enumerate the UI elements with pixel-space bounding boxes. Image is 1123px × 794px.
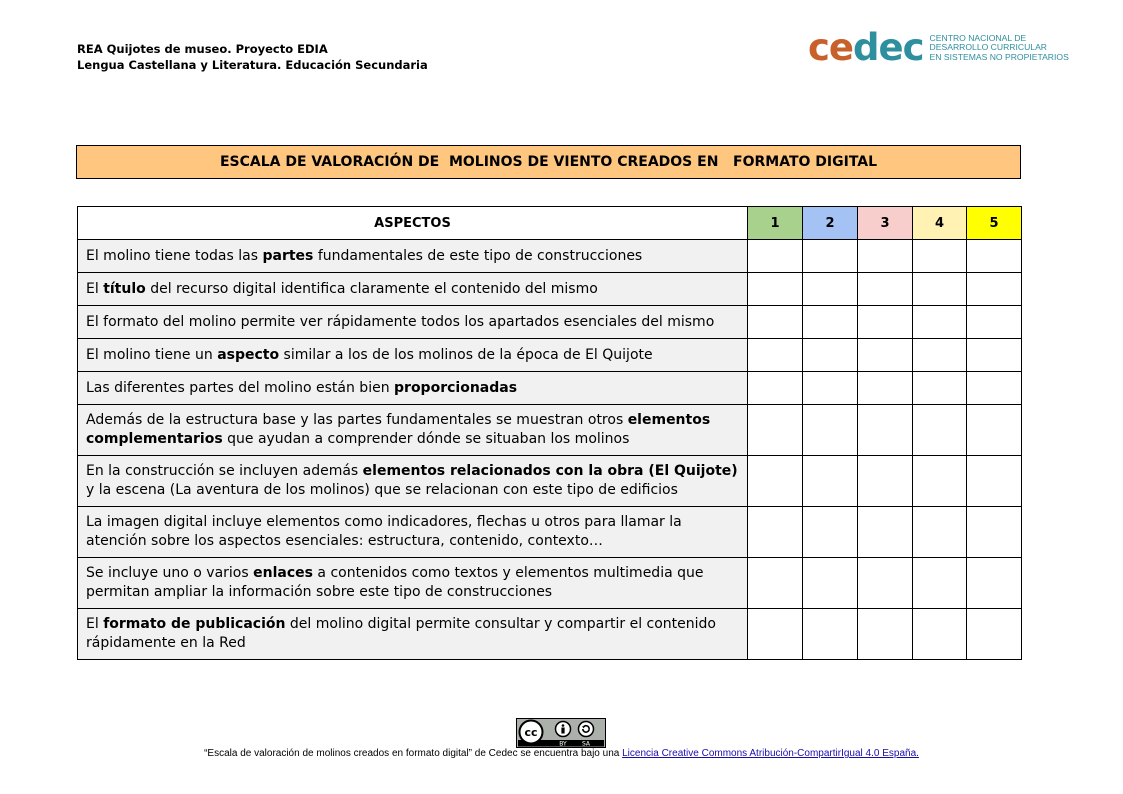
score-cell-3[interactable] <box>858 558 913 609</box>
score-header-3: 3 <box>858 207 913 240</box>
table-row <box>78 273 1022 306</box>
aspect-keyword: aspecto <box>217 346 280 363</box>
aspect-text: Las diferentes partes del molino están bien <box>86 379 395 396</box>
score-cell-3[interactable] <box>858 609 913 660</box>
score-cell-5[interactable] <box>967 609 1022 660</box>
score-cell-5[interactable] <box>967 507 1022 558</box>
cc-mark-text: cc <box>524 726 538 739</box>
score-cell-5[interactable] <box>967 372 1022 405</box>
table-body <box>78 240 1022 660</box>
score-cell-2[interactable] <box>803 240 858 273</box>
score-cell-4[interactable] <box>913 456 967 507</box>
table-row <box>78 456 1022 507</box>
aspect-cell <box>78 558 748 609</box>
score-header-4: 4 <box>913 207 967 240</box>
table-row <box>78 306 1022 339</box>
license-link[interactable]: Licencia Creative Commons Atribución-CompartirIgual 4.0 España. <box>622 748 919 759</box>
score-cell-3[interactable] <box>858 306 913 339</box>
score-cell-3[interactable] <box>858 507 913 558</box>
rating-scale-table <box>77 206 1022 660</box>
score-cell-2[interactable] <box>803 405 858 456</box>
score-cell-2[interactable] <box>803 507 858 558</box>
logo-wordmark <box>808 28 924 68</box>
creative-commons-by-sa-badge <box>516 718 606 748</box>
aspect-cell <box>78 240 748 273</box>
aspect-cell <box>78 609 748 660</box>
aspect-text: La imagen digital incluye elementos como indicadores, flechas u otros para llamar la atención sobre los aspectos esenciales: estructura, contenido, contexto… <box>86 514 682 549</box>
header-line-project: REA Quijotes de museo. Proyecto EDIA <box>77 42 328 56</box>
score-cell-5[interactable] <box>967 273 1022 306</box>
score-cell-1[interactable] <box>748 405 803 456</box>
aspect-text: El molino tiene un <box>86 346 218 363</box>
score-cell-4[interactable] <box>913 372 967 405</box>
table-row <box>78 339 1022 372</box>
score-cell-2[interactable] <box>803 558 858 609</box>
score-cell-4[interactable] <box>913 273 967 306</box>
aspect-keyword: título <box>103 280 146 297</box>
aspect-text: a contenidos como textos y elementos multimedia que permitan ampliar la información sobre este tipo de construcciones <box>86 565 704 600</box>
aspect-text: El formato del molino permite ver rápidamente todos los apartados esenciales del mismo <box>86 313 715 330</box>
score-cell-2[interactable] <box>803 339 858 372</box>
score-cell-2[interactable] <box>803 609 858 660</box>
aspect-keyword: partes <box>262 247 314 264</box>
document-header <box>77 41 428 73</box>
header-line-subject: Lengua Castellana y Literatura. Educación Secundaria <box>77 58 428 72</box>
sa-label: SA <box>581 740 591 748</box>
score-cell-1[interactable] <box>748 240 803 273</box>
logo-wordmark-part2: dec <box>853 26 924 69</box>
aspect-text: del molino digital permite consultar y compartir el contenido rápidamente en la Red <box>86 616 716 651</box>
aspect-cell <box>78 507 748 558</box>
score-cell-2[interactable] <box>803 306 858 339</box>
logo-subtitle-line1: CENTRO NACIONAL DE <box>929 32 1027 43</box>
aspect-text: Se incluye uno o varios <box>86 565 254 581</box>
score-cell-4[interactable] <box>913 507 967 558</box>
by-label: BY <box>559 740 567 748</box>
score-cell-1[interactable] <box>748 507 803 558</box>
score-header-2: 2 <box>803 207 858 240</box>
score-header-5: 5 <box>967 207 1022 240</box>
score-cell-5[interactable] <box>967 339 1022 372</box>
score-cell-5[interactable] <box>967 306 1022 339</box>
aspect-keyword: enlaces <box>253 565 313 581</box>
score-cell-5[interactable] <box>967 558 1022 609</box>
logo-subtitle-line2: DESARROLLO CURRICULAR <box>929 42 1048 53</box>
aspect-text: El <box>86 280 104 297</box>
score-cell-4[interactable] <box>913 240 967 273</box>
aspect-text: En la construcción se incluyen además <box>86 463 363 479</box>
score-cell-4[interactable] <box>913 306 967 339</box>
score-cell-2[interactable] <box>803 456 858 507</box>
score-cell-3[interactable] <box>858 273 913 306</box>
score-cell-1[interactable] <box>748 456 803 507</box>
score-header-1: 1 <box>748 207 803 240</box>
cedec-logo <box>808 28 1069 68</box>
table-row <box>78 609 1022 660</box>
score-cell-3[interactable] <box>858 456 913 507</box>
aspect-text: El molino tiene todas las <box>86 247 263 264</box>
aspect-text: Además de la estructura base y las partes fundamentales se muestran otros <box>86 412 628 428</box>
aspect-text: del recurso digital identifica claramente el contenido del mismo <box>145 280 598 297</box>
aspect-text: que ayudan a comprender dónde se situaban los molinos <box>222 431 630 447</box>
score-cell-5[interactable] <box>967 240 1022 273</box>
score-cell-3[interactable] <box>858 339 913 372</box>
score-cell-4[interactable] <box>913 339 967 372</box>
aspect-cell <box>78 273 748 306</box>
aspect-text: El <box>86 616 104 632</box>
aspect-text: fundamentales de este tipo de construcciones <box>313 247 643 264</box>
table-row <box>78 507 1022 558</box>
score-cell-1[interactable] <box>748 273 803 306</box>
score-cell-5[interactable] <box>967 456 1022 507</box>
table-header-row <box>78 207 1022 240</box>
score-cell-5[interactable] <box>967 405 1022 456</box>
score-cell-3[interactable] <box>858 372 913 405</box>
aspect-keyword: elementos complementarios <box>86 412 711 447</box>
license-attribution-text: “Escala de valoración de molinos creados en formato digital” de Cedec se encuentra bajo una <box>204 748 623 759</box>
aspect-text: y la escena (La aventura de los molinos) que se relacionan con este tipo de edificios <box>86 482 678 498</box>
score-cell-4[interactable] <box>913 609 967 660</box>
aspect-text: similar a los de los molinos de la época de El Quijote <box>279 346 653 363</box>
score-cell-2[interactable] <box>803 273 858 306</box>
aspect-keyword: proporcionadas <box>394 379 518 396</box>
score-cell-4[interactable] <box>913 405 967 456</box>
score-cell-1[interactable] <box>748 339 803 372</box>
logo-subtitle-line3: EN SISTEMAS NO PROPIETARIOS <box>929 51 1069 62</box>
table-row <box>78 558 1022 609</box>
aspect-cell <box>78 405 748 456</box>
document-title: ESCALA DE VALORACIÓN DE MOLINOS DE VIENTO CREADOS EN FORMATO DIGITAL <box>76 145 1021 179</box>
score-cell-1[interactable] <box>748 306 803 339</box>
logo-wordmark-part1: ce <box>808 26 854 69</box>
score-cell-3[interactable] <box>858 405 913 456</box>
aspect-keyword: elementos relacionados con la obra (El Quijote) <box>362 463 738 479</box>
aspect-keyword: formato de publicación <box>103 616 286 632</box>
aspect-cell <box>78 306 748 339</box>
score-cell-3[interactable] <box>858 240 913 273</box>
score-cell-2[interactable] <box>803 372 858 405</box>
score-cell-1[interactable] <box>748 372 803 405</box>
score-cell-1[interactable] <box>748 609 803 660</box>
aspect-cell <box>78 339 748 372</box>
aspects-header: ASPECTOS <box>78 207 748 240</box>
aspect-cell <box>78 372 748 405</box>
score-cell-4[interactable] <box>913 558 967 609</box>
table-row <box>78 372 1022 405</box>
logo-subtitle <box>930 34 1069 63</box>
aspect-cell <box>78 456 748 507</box>
license-footer <box>0 748 1123 759</box>
score-cell-1[interactable] <box>748 558 803 609</box>
table-row <box>78 405 1022 456</box>
table-row <box>78 240 1022 273</box>
